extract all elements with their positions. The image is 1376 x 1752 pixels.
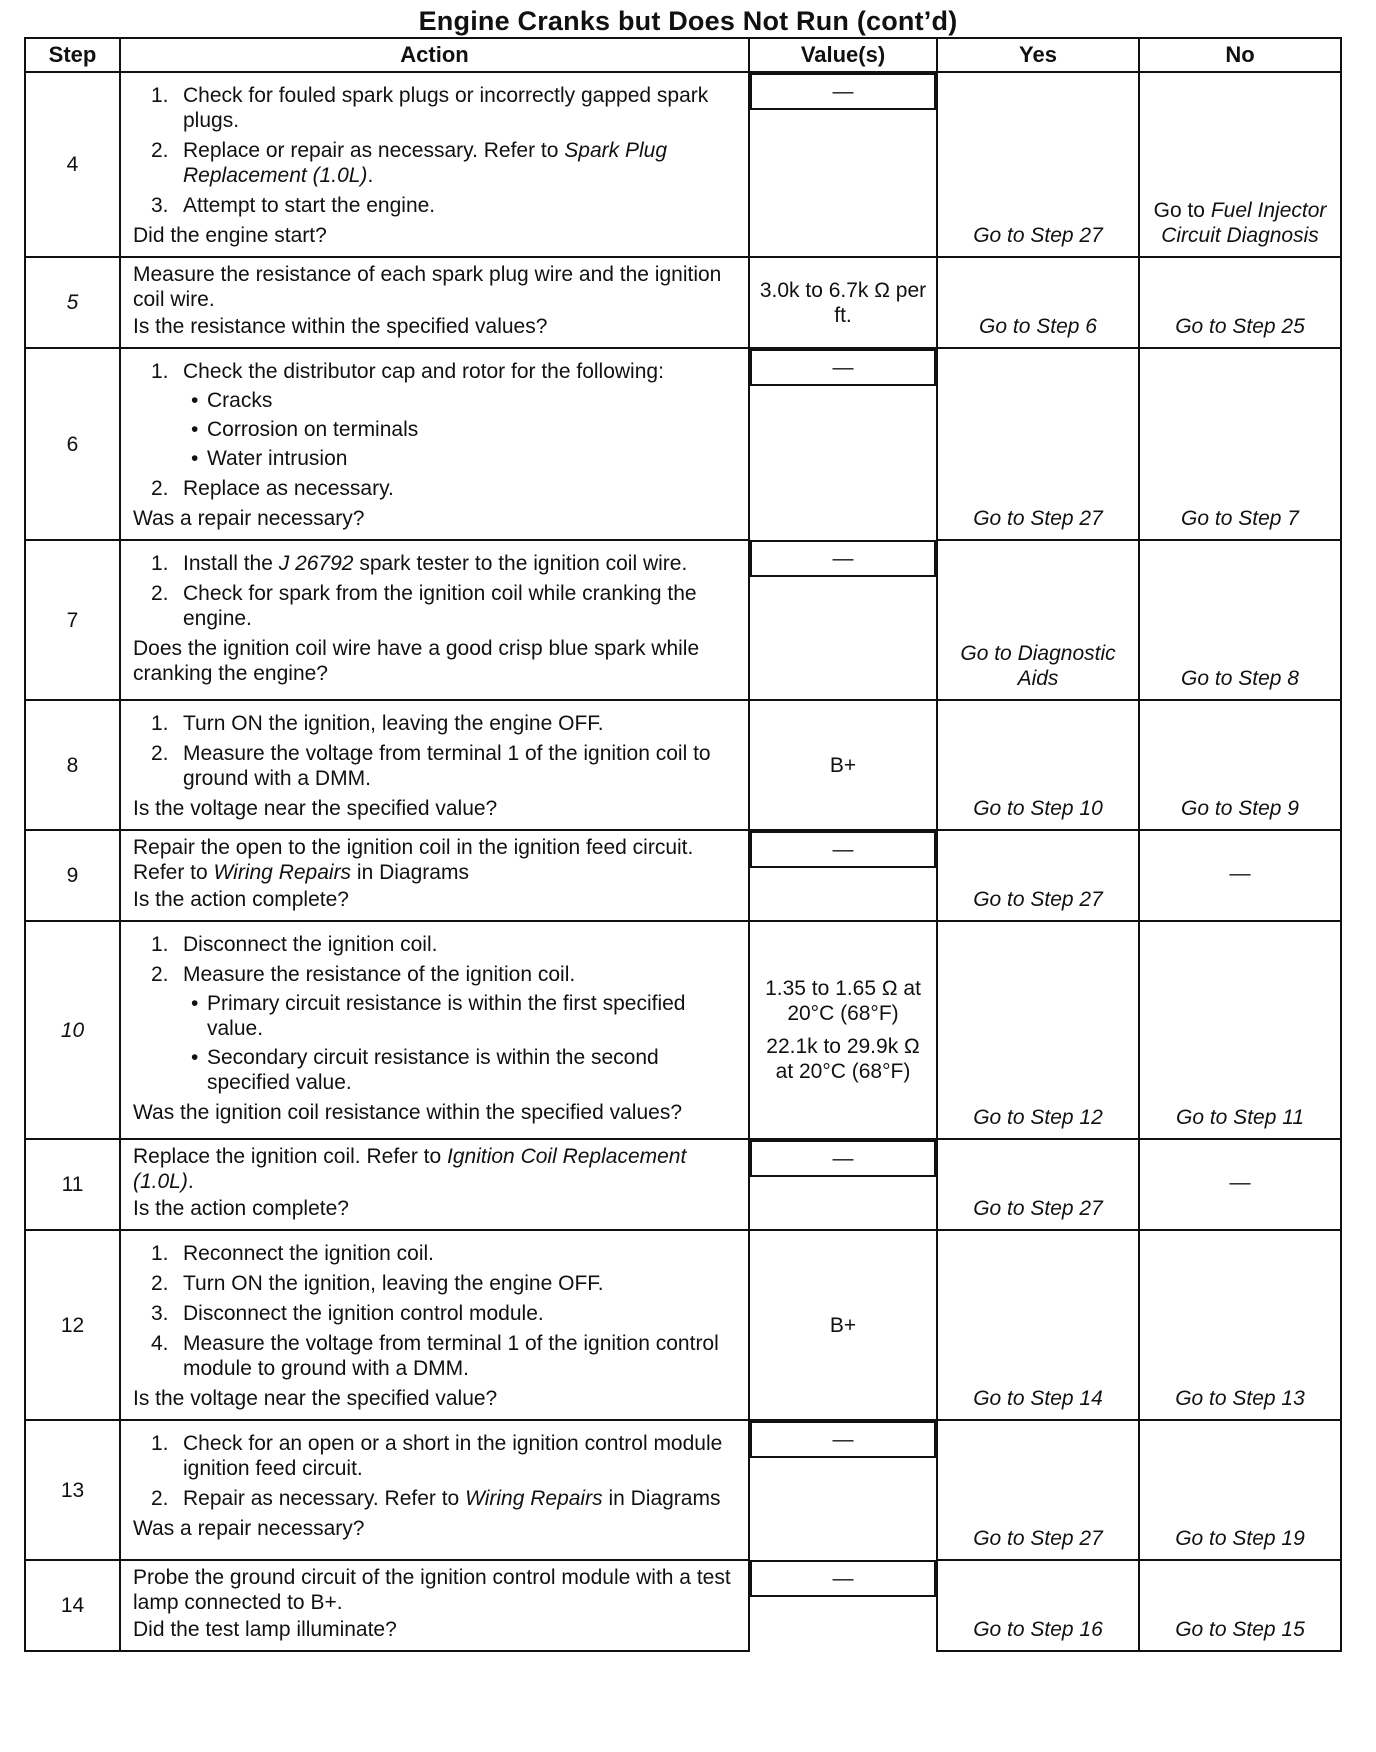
header-action: Action	[120, 38, 749, 72]
table-row	[25, 348, 1341, 540]
action-cell	[120, 257, 749, 348]
step-number: 9	[25, 830, 120, 921]
list-item: 1. Reconnect the ignition coil.	[151, 1242, 434, 1265]
value-cell: —	[750, 349, 936, 386]
action-list	[133, 551, 736, 631]
list-item: 2. Repair as necessary. Refer to Wiring Repairs in Diagrams	[151, 1487, 721, 1510]
action-cell	[120, 72, 749, 257]
no-cell: Go to Step 11	[1139, 921, 1341, 1139]
value-cell: —	[750, 831, 936, 868]
yes-cell: Go to Step 6	[937, 257, 1139, 348]
reference-link[interactable]: Fuel Injector Circuit Diagnosis	[1161, 199, 1327, 247]
action-cell	[120, 700, 749, 830]
tool-reference: J 26792	[278, 552, 354, 575]
no-cell: —	[1139, 1139, 1341, 1230]
bullet-item: • Water intrusion	[191, 447, 348, 470]
list-item: 4. Measure the voltage from terminal 1 of the ignition control module to ground with a DMM.	[151, 1332, 719, 1380]
list-item: 2. Replace as necessary.	[151, 477, 394, 500]
list-item: 2. Check for spark from the ignition coil while cranking the engine.	[151, 582, 697, 630]
no-cell: Go to Step 15	[1139, 1560, 1341, 1651]
action-list	[133, 83, 736, 218]
yes-cell: Go to Step 16	[937, 1560, 1139, 1651]
no-cell: —	[1139, 830, 1341, 921]
step-number: 14	[25, 1560, 120, 1651]
step-number: 8	[25, 700, 120, 830]
list-item: 1. Check for an open or a short in the ignition control module ignition feed circuit.	[151, 1432, 723, 1480]
yes-cell: Go to Step 27	[937, 1420, 1139, 1560]
action-cell	[120, 1560, 749, 1651]
table-row	[25, 1420, 1341, 1560]
header-yes: Yes	[937, 38, 1139, 72]
action-list	[133, 1431, 736, 1511]
step-number: 13	[25, 1420, 120, 1560]
value-cell: —	[750, 73, 936, 110]
value-cell: —	[750, 1560, 936, 1597]
table-row	[25, 540, 1341, 700]
yes-cell: Go to Step 27	[937, 348, 1139, 540]
step-number: 10	[25, 921, 120, 1139]
table-row	[25, 257, 1341, 348]
reference-link[interactable]: Ignition Coil Replacement (1.0L)	[133, 1145, 687, 1193]
bullet-list	[183, 991, 736, 1095]
value-cell	[749, 921, 937, 1139]
action-question: Does the ignition coil wire have a good crisp blue spark while cranking the engine?	[133, 637, 700, 685]
action-list	[133, 1241, 736, 1381]
table-row	[25, 700, 1341, 830]
no-cell: Go to Step 19	[1139, 1420, 1341, 1560]
action-question: Did the test lamp illuminate?	[133, 1618, 397, 1641]
table-row	[25, 1139, 1341, 1230]
list-item: 3. Attempt to start the engine.	[151, 194, 436, 217]
action-cell	[120, 1420, 749, 1560]
list-item: 1. Turn ON the ignition, leaving the engine OFF.	[151, 712, 604, 735]
bullet-item: • Secondary circuit resistance is within the second specified value.	[191, 1046, 659, 1094]
yes-cell: Go to Step 10	[937, 700, 1139, 830]
step-number: 12	[25, 1230, 120, 1420]
value-cell: B+	[749, 700, 937, 830]
action-cell	[120, 348, 749, 540]
list-item: 3. Disconnect the ignition control module.	[151, 1302, 544, 1325]
action-question: Is the action complete?	[133, 888, 349, 911]
action-question: Was a repair necessary?	[133, 1517, 365, 1540]
no-cell: Go to Step 13	[1139, 1230, 1341, 1420]
action-cell	[120, 921, 749, 1139]
no-prefix: Go to	[1153, 199, 1205, 222]
action-text: Replace the ignition coil. Refer to Ignition Coil Replacement (1.0L).	[133, 1145, 687, 1193]
list-item: 2. Turn ON the ignition, leaving the engine OFF.	[151, 1272, 604, 1295]
action-text: Repair the open to the ignition coil in the ignition feed circuit. Refer to Wiring Repairs in Diagrams	[133, 836, 694, 884]
no-cell: Go to Step 9	[1139, 700, 1341, 830]
value-cell: —	[750, 1140, 936, 1177]
table-row	[25, 1560, 1341, 1651]
list-item: 1. Check the distributor cap and rotor for the following: • Cracks • Corrosion on terminals • Water intrusion	[133, 359, 736, 471]
step-number: 7	[25, 540, 120, 700]
action-question: Was a repair necessary?	[133, 507, 365, 530]
bullet-item: • Corrosion on terminals	[191, 418, 419, 441]
action-cell	[120, 1230, 749, 1420]
action-question: Is the voltage near the specified value?	[133, 1387, 498, 1410]
table-row	[25, 72, 1341, 257]
action-list	[133, 932, 736, 1095]
yes-cell: Go to Diagnostic Aids	[937, 540, 1139, 700]
page-title: Engine Cranks but Does Not Run (cont’d)	[418, 6, 958, 36]
header-no: No	[1139, 38, 1341, 72]
value-cell: —	[750, 540, 936, 577]
header-step: Step	[25, 38, 120, 72]
yes-cell: Go to Step 14	[937, 1230, 1139, 1420]
action-cell	[120, 540, 749, 700]
table-row	[25, 921, 1341, 1139]
header-values: Value(s)	[749, 38, 937, 72]
reference-link[interactable]: Wiring Repairs	[465, 1487, 603, 1510]
yes-cell: Go to Step 27	[937, 1139, 1139, 1230]
bullet-item: • Cracks	[191, 389, 273, 412]
action-cell	[120, 830, 749, 921]
bullet-list	[183, 388, 736, 471]
value-primary: 1.35 to 1.65 Ω at 20°C (68°F)	[765, 977, 921, 1025]
action-cell	[120, 1139, 749, 1230]
step-number: 5	[25, 257, 120, 348]
reference-link[interactable]: Wiring Repairs	[213, 861, 352, 884]
list-item: 1. Check for fouled spark plugs or incorrectly gapped spark plugs.	[151, 84, 709, 132]
table-row	[25, 830, 1341, 921]
value-cell: B+	[749, 1230, 937, 1420]
value-cell: —	[750, 1421, 936, 1458]
action-text: Measure the resistance of each spark plug wire and the ignition coil wire.	[133, 263, 722, 311]
action-question: Is the resistance within the specified values?	[133, 315, 548, 338]
no-cell	[1139, 72, 1341, 257]
table-header-row	[25, 38, 1341, 72]
yes-cell: Go to Step 27	[937, 830, 1139, 921]
table-row	[25, 1230, 1341, 1420]
reference-link[interactable]: Spark Plug Replacement (1.0L)	[183, 139, 668, 187]
list-item: 2. Measure the resistance of the ignition coil. • Primary circuit resistance is within the first specified value. • Secondary circuit resistance is within the second specified value.	[133, 962, 736, 1095]
action-question: Is the voltage near the specified value?	[133, 797, 498, 820]
step-number: 4	[25, 72, 120, 257]
value-secondary: 22.1k to 29.9k Ω at 20°C (68°F)	[766, 1035, 920, 1083]
action-list	[133, 711, 736, 791]
no-cell: Go to Step 25	[1139, 257, 1341, 348]
step-number: 11	[25, 1139, 120, 1230]
action-question: Did the engine start?	[133, 224, 327, 247]
value-cell: 3.0k to 6.7k Ω per ft.	[749, 257, 937, 348]
action-question: Was the ignition coil resistance within the specified values?	[133, 1101, 683, 1124]
yes-cell: Go to Step 12	[937, 921, 1139, 1139]
list-item: 2. Replace or repair as necessary. Refer to Spark Plug Replacement (1.0L).	[151, 139, 668, 187]
action-list	[133, 359, 736, 501]
bullet-item: • Primary circuit resistance is within the first specified value.	[191, 992, 686, 1040]
list-item: 1. Disconnect the ignition coil.	[151, 933, 438, 956]
action-text: Probe the ground circuit of the ignition control module with a test lamp connected to B+.	[133, 1566, 731, 1614]
list-item: 2. Measure the voltage from terminal 1 of the ignition coil to ground with a DMM.	[151, 742, 711, 790]
diagnostic-table	[24, 37, 1342, 1652]
yes-cell: Go to Step 27	[937, 72, 1139, 257]
no-cell: Go to Step 7	[1139, 348, 1341, 540]
no-cell: Go to Step 8	[1139, 540, 1341, 700]
action-question: Is the action complete?	[133, 1197, 349, 1220]
step-number: 6	[25, 348, 120, 540]
list-item: 1. Install the J 26792 spark tester to the ignition coil wire.	[151, 552, 688, 575]
